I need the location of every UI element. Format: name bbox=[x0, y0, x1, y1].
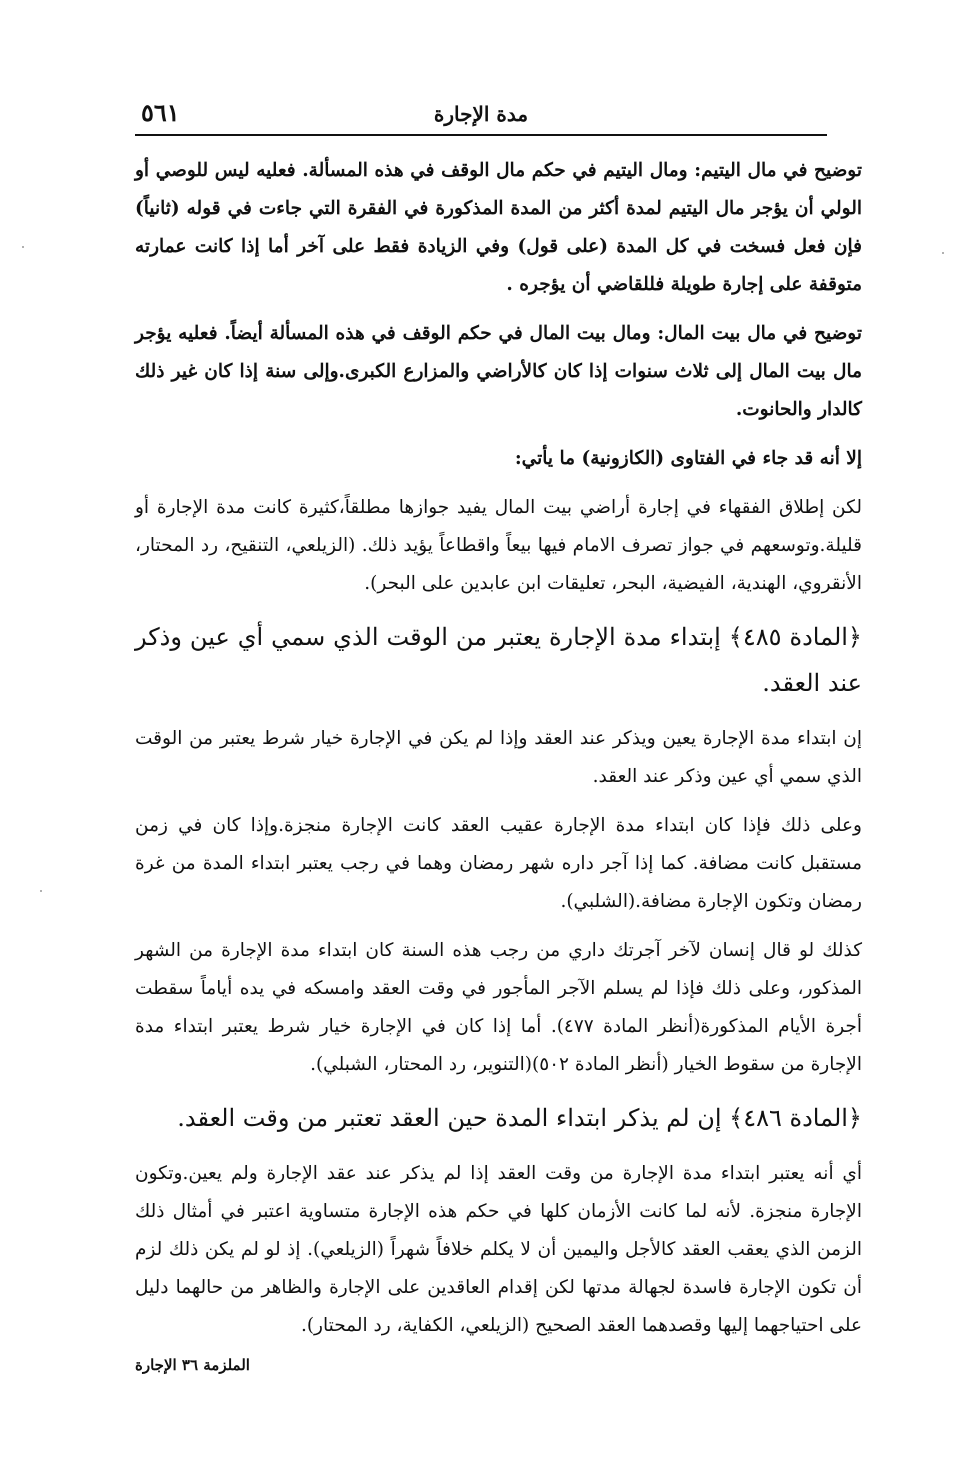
signature-mark: الملزمة ٣٦ الإجارة bbox=[135, 1356, 250, 1374]
paragraph-fatawa-intro: إلا أنه قد جاء في الفتاوى (الكازونية) ما يأتي: bbox=[514, 448, 862, 469]
article-486-heading: ﴿المادة ٤٨٦﴾ إن لم يذكر ابتداء المدة حين العقد تعتبر من وقت العقد. bbox=[177, 1104, 862, 1132]
body-text bbox=[135, 152, 862, 1356]
scan-speck bbox=[942, 252, 944, 254]
paragraph-485-immediate-deferred: وعلى ذلك فإذا كان ابتداء مدة الإجارة عقيب العقد كانت الإجارة منجزة.وإذا كان في زمن مستقبل كانت مضافة. كما إذا آجر داره شهر رمضان وهما في رجب يعتبر ابتداء المدة من غرة رمضان وتكون الإجارة مضافة.(الشلبي). bbox=[135, 815, 862, 912]
page-header bbox=[135, 96, 827, 136]
paragraph-485-explanation: إن ابتداء مدة الإجارة يعين ويذكر عند العقد وإذا لم يكن في الإجارة خيار شرط يعتبر من الوقت الذي سمي أي عين وذكر عند العقد. bbox=[135, 728, 862, 787]
paragraph-treasury-property: توضيح في مال بيت المال: ومال بيت المال في حكم الوقف في هذه المسألة أيضاً. فعليه يؤجر مال بيت المال إلى ثلاث سنوات إذا كان كالأراضي والمزارع الكبرى.وإلى سنة إذا كان غير ذلك كالدار والحانوت. bbox=[135, 323, 862, 420]
article-485-heading: ﴿المادة ٤٨٥﴾ إبتداء مدة الإجارة يعتبر من الوقت الذي سمي أي عين وذكر عند العقد. bbox=[135, 623, 862, 697]
running-title: مدة الإجارة bbox=[433, 102, 529, 126]
paragraph-485-example: كذلك لو قال إنسان لآخر آجرتك داري من رجب هذه السنة كان ابتداء مدة الإجارة من الشهر المذكور، وعلى ذلك فإذا لم يسلم الآجر المأجور في وقت العقد وامسكه في يده أياماً سقطت أجرة الأيام المذكورة(أنظر المادة ٤٧٧). أما إذا كان في الإجارة خيار شرط يعتبر ابتداء مدة الإجارة من سقوط الخيار (أنظر المادة ٥٠٢)(التنوير، رد المحتار، الشبلي). bbox=[135, 940, 862, 1075]
scan-speck bbox=[40, 890, 42, 892]
page-number: ٥٦١ bbox=[141, 98, 180, 127]
paragraph-fatawa-quote: لكن إطلاق الفقهاء في إجارة أراضي بيت المال يفيد جوازها مطلقاً،كثيرة كانت مدة الإجارة أو قليلة.وتوسعهم في جواز تصرف الامام فيها بيعاً واقطاعاً يؤيد ذلك. (الزيلعي، التنقيح، رد المحتار، الأنقروي، الهندية، الفيضية، البحر، تعليقات ابن عابدين على البحر). bbox=[135, 497, 862, 594]
paragraph-486-explanation: أي أنه يعتبر ابتداء مدة الإجارة من وقت العقد إذا لم يذكر عند عقد الإجارة ولم يعين.وتكون الإجارة منجزة. لأنه لما كانت الأزمان كلها في حكم هذه الإجارة متساوية اعتبر في أمثال ذلك الزمن الذي يعقب العقد كالأجل واليمين أن لا يكلم خلافاً شهراً (الزيلعي). إذ لو لم يكن ذلك لزم أن تكون الإجارة فاسدة لجهالة مدتها لكن إقدام العاقدين على الإجارة والظاهر من حالهما دليل على احتياجهما إليها وقصدهما العقد الصحيح (الزيلعي، الكفاية، رد المحتار). bbox=[135, 1163, 862, 1336]
paragraph-orphan-property: توضيح في مال اليتيم: ومال اليتيم في حكم مال الوقف في هذه المسألة. فعليه ليس للوصي أو الولي أن يؤجر مال اليتيم لمدة أكثر من المدة المذكورة في الفقرة التي جاءت في قوله (ثانياً) فإن فعل فسخت في كل المدة (على قول) وفي الزيادة فقط على آخر أما إذا كانت عمارته متوقفة على إجارة طويلة فللقاضي أن يؤجره . bbox=[135, 160, 862, 295]
scan-speck bbox=[22, 246, 24, 248]
